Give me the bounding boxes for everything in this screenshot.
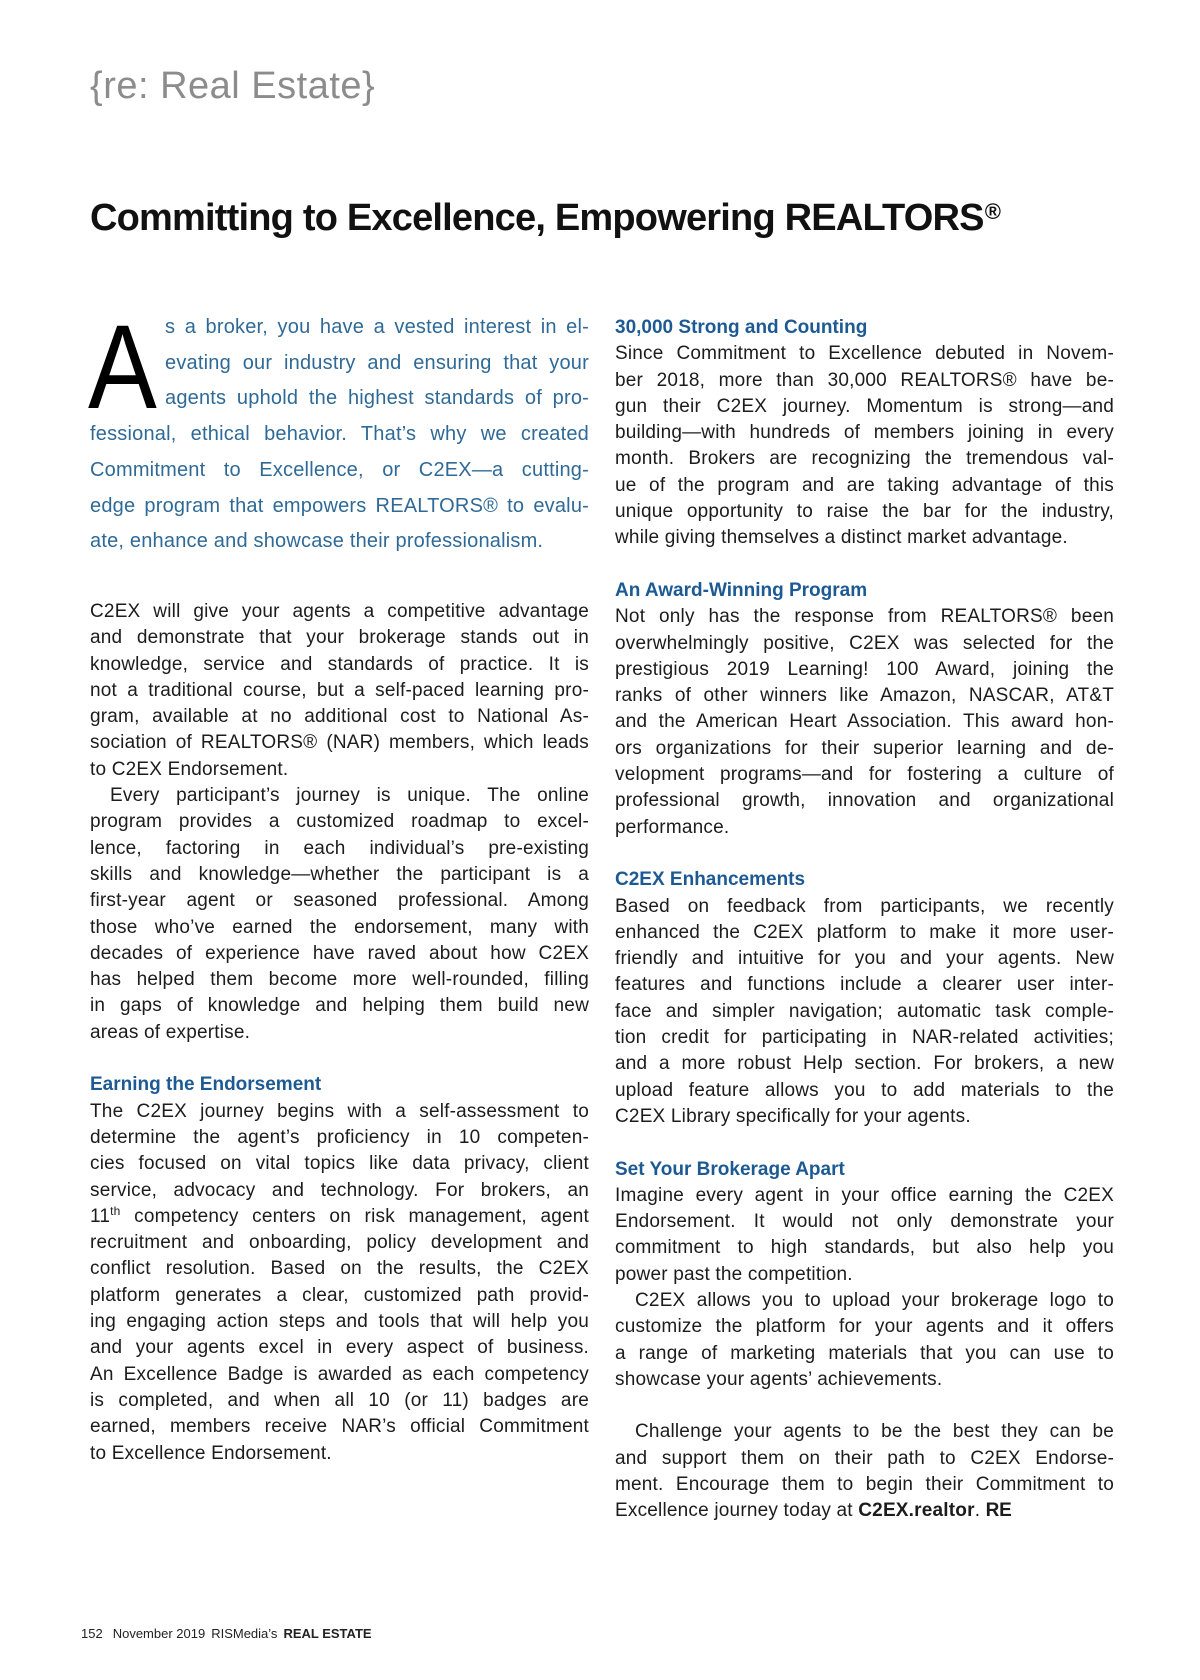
text-line: C2EX allows you to upload your brokerage logo to [635, 1289, 1114, 1311]
text-line: earned, members receive NAR’s official Commitment [90, 1416, 589, 1438]
text-line: Since Commitment to Excellence debuted in Novem- [615, 343, 1114, 365]
text-line: Based on feedback from participants, we recently [615, 895, 1114, 917]
text-line: conflict resolution. Based on the results, the C2EX [90, 1258, 589, 1280]
text-line: ors organizations for their superior learning and de- [615, 737, 1114, 759]
text-line: has helped them become more well-rounded, filling [90, 969, 589, 991]
text-line: agents uphold the highest standards of pro- [165, 387, 589, 410]
registered-mark: ® [984, 199, 1001, 224]
text-segment: Excellence journey today at [615, 1500, 859, 1522]
body-paragraph [90, 1099, 589, 1467]
body-paragraph [615, 341, 1114, 551]
subheading: An Award-Winning Program [615, 579, 868, 601]
text-line: C2EX Library specifically for your agents. [615, 1105, 971, 1127]
text-line: a range of marketing materials that you can use to [615, 1342, 1114, 1364]
text-line: month. Brokers are recognizing the tremendous val- [615, 448, 1114, 470]
page-footer [81, 1625, 372, 1643]
text-line: Commitment to Excellence, or C2EX—a cutting- [90, 458, 589, 481]
text-line: gun their C2EX journey. Momentum is strong—and [615, 395, 1114, 417]
text-line: s a broker, you have a vested interest in el- [165, 316, 589, 338]
body-paragraph [90, 783, 589, 1046]
body-paragraph [615, 604, 1114, 841]
text-line: sociation of REALTORS® (NAR) members, which leads [90, 732, 589, 754]
body-paragraph [90, 599, 589, 783]
subheading: 30,000 Strong and Counting [615, 317, 868, 338]
text-line: ing engaging action steps and tools that will help you [90, 1311, 589, 1333]
text-line: is completed, and when all 10 (or 11) badges are [90, 1389, 589, 1411]
text-line: C2EX will give your agents a competitive advantage [90, 601, 589, 622]
text-line: Not only has the response from REALTORS® been [615, 606, 1114, 628]
text-line: Challenge your agents to be the best they can be [635, 1421, 1114, 1443]
text-line: The C2EX journey begins with a self-assessment to [90, 1100, 589, 1122]
intro-lines [90, 310, 589, 560]
text-line: commitment to high standards, but also help you [615, 1237, 1114, 1259]
text-line: ate, enhance and showcase their professionalism. [90, 530, 544, 553]
text-line: gram, available at no additional cost to National As- [90, 706, 589, 728]
text-line: power past the competition. [615, 1263, 853, 1285]
text-line: decades of experience have raved about how C2EX [90, 942, 589, 964]
text-line: performance. [615, 816, 730, 838]
publisher-name: RISMedia’s [211, 1626, 278, 1641]
subheading: Set Your Brokerage Apart [615, 1158, 845, 1180]
subheading: Earning the Endorsement [90, 1074, 322, 1096]
text-line: tion credit for participating in NAR-related activities; [615, 1027, 1114, 1049]
text-line: customize the platform for your agents and it offers [615, 1316, 1114, 1338]
text-line: fessional, ethical behavior. That’s why we created [90, 423, 589, 446]
body-paragraph [615, 1288, 1114, 1393]
text-line: ranks of other winners like Amazon, NASCAR, AT&T [615, 685, 1114, 707]
text-line: Endorsement. It would not only demonstrate your [615, 1211, 1114, 1233]
closing-paragraph [615, 1419, 1114, 1524]
text-line: overwhelmingly positive, C2EX was selected for the [615, 632, 1114, 654]
text-line: professional growth, innovation and organizational [615, 790, 1114, 812]
text-line: prestigious 2019 Learning! 100 Award, joining the [615, 658, 1114, 680]
text-line: those who’ve earned the endorsement, many with [90, 916, 589, 938]
article-title [90, 195, 1001, 246]
article-title-text: Committing to Excellence, Empowering REALTORS [90, 197, 984, 239]
text-line: unique opportunity to raise the bar for the industry, [615, 501, 1114, 523]
text-line: ue of the program and are taking advantage of this [615, 474, 1114, 496]
text-line: enhanced the C2EX platform to make it more user- [615, 921, 1114, 943]
text-segment: competency centers on risk management, agent [120, 1205, 589, 1227]
text-line: ber 2018, more than 30,000 REALTORS® have be- [615, 369, 1114, 391]
text-line: and support them on their path to C2EX Endorse- [615, 1447, 1114, 1469]
text-line: building—with hundreds of members joining in every [615, 422, 1114, 444]
left-column [90, 599, 589, 1467]
text-line: determine the agent’s proficiency in 10 competen- [90, 1126, 589, 1148]
text-line: program provides a customized roadmap to excel- [90, 811, 589, 833]
text-line: showcase your agents’ achievements. [615, 1368, 943, 1390]
text-line: and the American Heart Association. This award hon- [615, 711, 1114, 733]
text-line: upload feature allows you to add materials to the [615, 1079, 1114, 1101]
text-line: and your agents excel in every aspect of business. [90, 1337, 589, 1359]
text-line: edge program that empowers REALTORS® to evalu- [90, 494, 589, 517]
right-column [615, 315, 1114, 1525]
text-line: lence, factoring in each individual’s pre-existing [90, 837, 589, 859]
text-line: to Excellence Endorsement. [90, 1442, 332, 1464]
text-line: An Excellence Badge is awarded as each competency [90, 1363, 589, 1385]
text-line: while giving themselves a distinct market advantage. [615, 527, 1068, 549]
text-line: recruitment and onboarding, policy development and [90, 1232, 589, 1254]
text-line: and a more robust Help section. For brokers, a new [615, 1053, 1114, 1075]
text-line: features and functions include a clearer user inter- [615, 974, 1114, 996]
end-mark: RE [985, 1500, 1012, 1522]
intro-paragraph [88, 300, 589, 560]
text-line: first-year agent or seasoned professional. Among [90, 890, 589, 912]
text-line: Every participant’s journey is unique. The online [110, 785, 589, 807]
drop-cap: A [88, 300, 157, 434]
magazine-name: REAL ESTATE [283, 1626, 372, 1641]
superscript-text: th [110, 1203, 121, 1218]
text-line: friendly and intuitive for you and your agents. New [615, 948, 1114, 970]
text-segment: . [974, 1500, 986, 1522]
section-tag: {re: Real Estate} [90, 65, 376, 107]
text-line [615, 1498, 1114, 1524]
body-paragraph [615, 1183, 1114, 1288]
text-line: ment. Encourage them to begin their Commitment to [615, 1474, 1114, 1496]
text-line: to C2EX Endorsement. [90, 758, 289, 780]
text-line: areas of expertise. [90, 1021, 251, 1043]
text-line: platform generates a clear, customized path provid- [90, 1284, 589, 1306]
text-line: not a traditional course, but a self-paced learning pro- [90, 679, 589, 701]
text-line: service, advocacy and technology. For brokers, an [90, 1179, 589, 1201]
text-line: skills and knowledge—whether the participant is a [90, 863, 589, 885]
body-paragraph [615, 894, 1114, 1131]
issue-date: November 2019 [112, 1626, 206, 1641]
text-line: evating our industry and ensuring that your [165, 351, 589, 374]
text-line: cies focused on vital topics like data privacy, client [90, 1153, 589, 1175]
text-line: in gaps of knowledge and helping them build new [90, 995, 589, 1017]
text-line: face and simpler navigation; automatic task comple- [615, 1000, 1114, 1022]
web-address: C2EX.realtor [858, 1500, 975, 1522]
page-number: 152 [81, 1626, 103, 1641]
text-segment: 11 [90, 1205, 111, 1227]
text-line: Imagine every agent in your office earning the C2EX [615, 1184, 1114, 1206]
text-line: knowledge, service and standards of practice. It is [90, 653, 589, 675]
subheading: C2EX Enhancements [615, 869, 806, 891]
text-line [90, 1204, 589, 1230]
text-line: and demonstrate that your brokerage stands out in [90, 627, 589, 649]
text-line: velopment programs—and for fostering a culture of [615, 764, 1114, 786]
